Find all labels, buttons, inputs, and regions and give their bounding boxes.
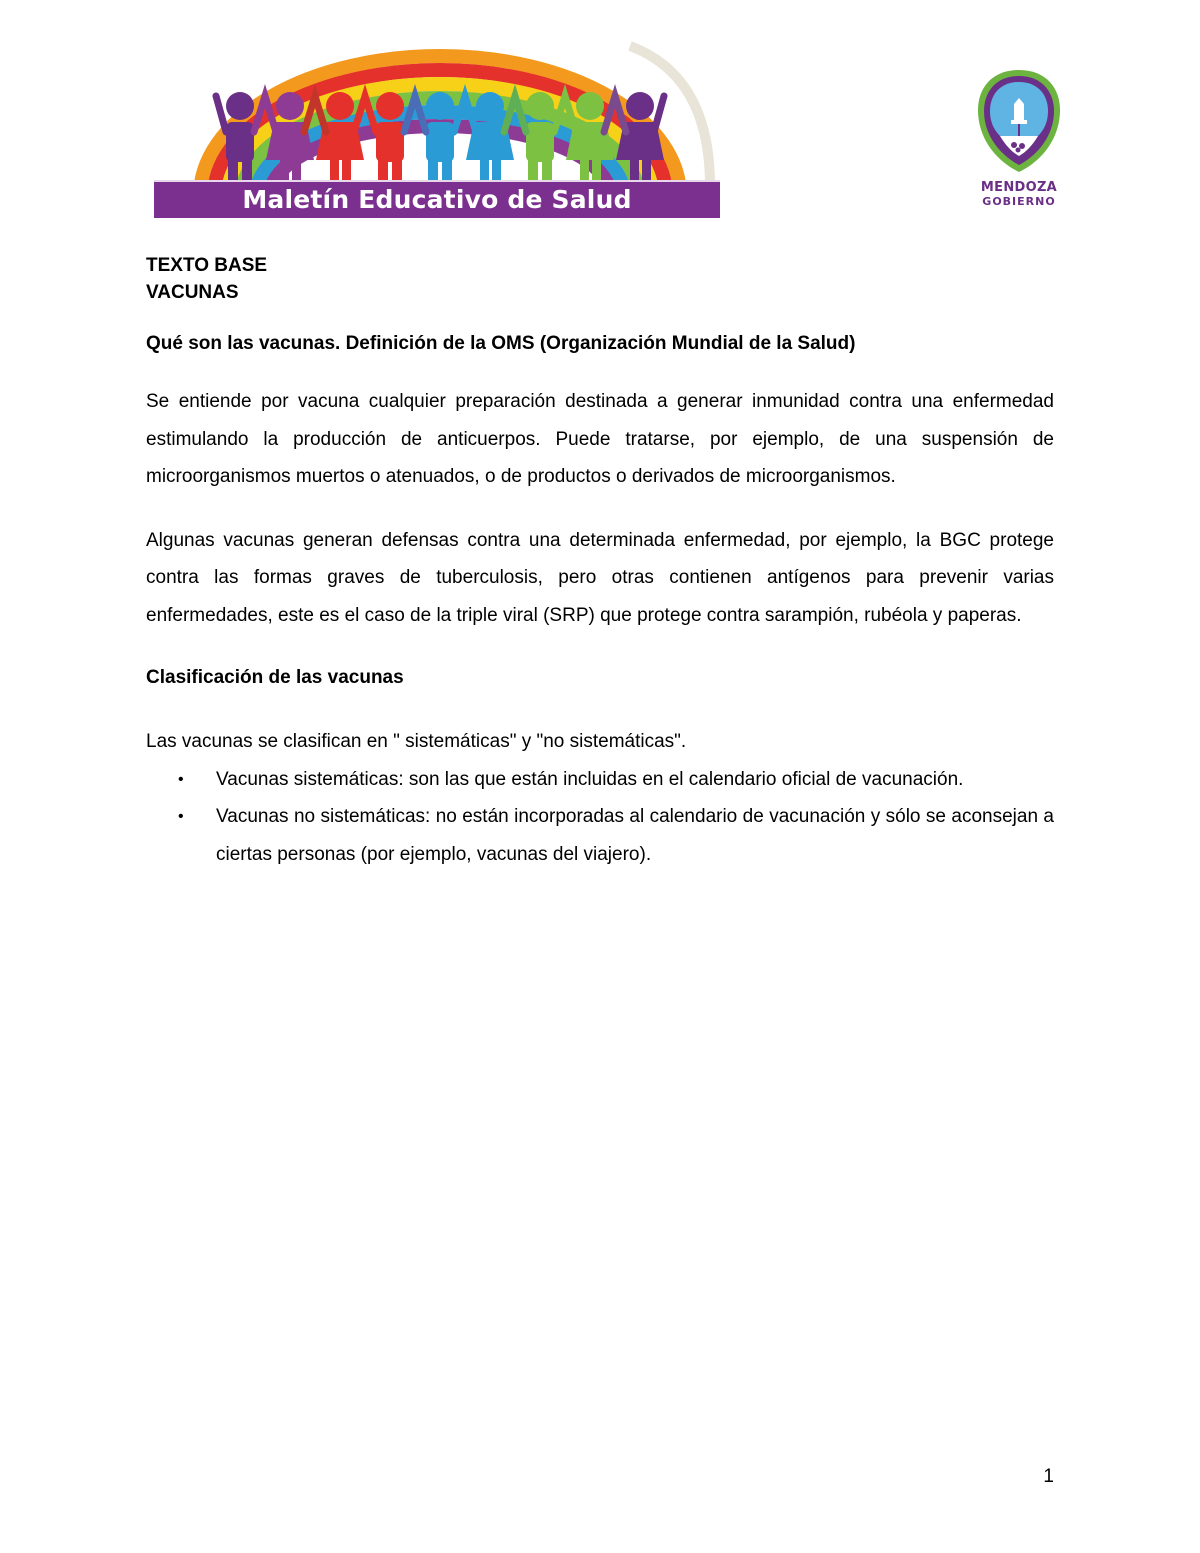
header-banner xyxy=(150,36,722,218)
doc-heading-texto-base: TEXTO BASE xyxy=(146,255,268,276)
list-item xyxy=(146,761,1054,799)
paragraph-definicion: Se entiende por vacuna cualquier preparación destinada a generar inmunidad contra una enfermedad estimulando la producción de anticuerpos. Puede tratarse, por ejemplo, de una suspensión de microorganismos muertos o atenuados, o de productos o derivados de microorganismos. xyxy=(146,391,1054,487)
bullet-icon: • xyxy=(178,808,184,825)
section-title-clasificacion: Clasificación de las vacunas xyxy=(146,667,404,688)
mendoza-gobierno-logo xyxy=(974,66,1064,212)
banner-title: Maletín Educativo de Salud xyxy=(242,185,632,214)
logo-text-mendoza: MENDOZA xyxy=(980,180,1058,195)
paragraph-ejemplos: Algunas vacunas generan defensas contra una determinada enfermedad, por ejemplo, la BGC protege contra las formas graves de tuberculosis, pero otras contienen antígenos para prevenir varias enfermedades, este es el caso de la triple viral (SRP) que protege contra sarampión, rubéola y paperas. xyxy=(146,529,1054,626)
page-number: 1 xyxy=(1043,1466,1054,1487)
paragraph-clasificacion: Las vacunas se clasifican en " sistemáticas" y "no sistemáticas". xyxy=(146,731,687,752)
logo-text-gobierno: GOBIERNO xyxy=(982,195,1056,208)
classification-list xyxy=(146,761,1054,874)
banner-title-bar xyxy=(154,180,720,218)
list-item xyxy=(146,798,1054,873)
list-item-text: Vacunas no sistemáticas: no están incorporadas al calendario de vacunación y sólo se aconsejan a ciertas personas (por ejemplo, vacunas del viajero). xyxy=(216,806,1054,865)
list-item-text: Vacunas sistemáticas: son las que están incluidas en el calendario oficial de vacunación. xyxy=(216,768,964,790)
section-title-definicion: Qué son las vacunas. Definición de la OMS (Organización Mundial de la Salud) xyxy=(146,333,856,354)
mendoza-shield-icon xyxy=(974,66,1064,176)
document-body xyxy=(146,252,1054,873)
doc-heading-vacunas: VACUNAS xyxy=(146,282,239,303)
bullet-icon: • xyxy=(178,770,184,788)
